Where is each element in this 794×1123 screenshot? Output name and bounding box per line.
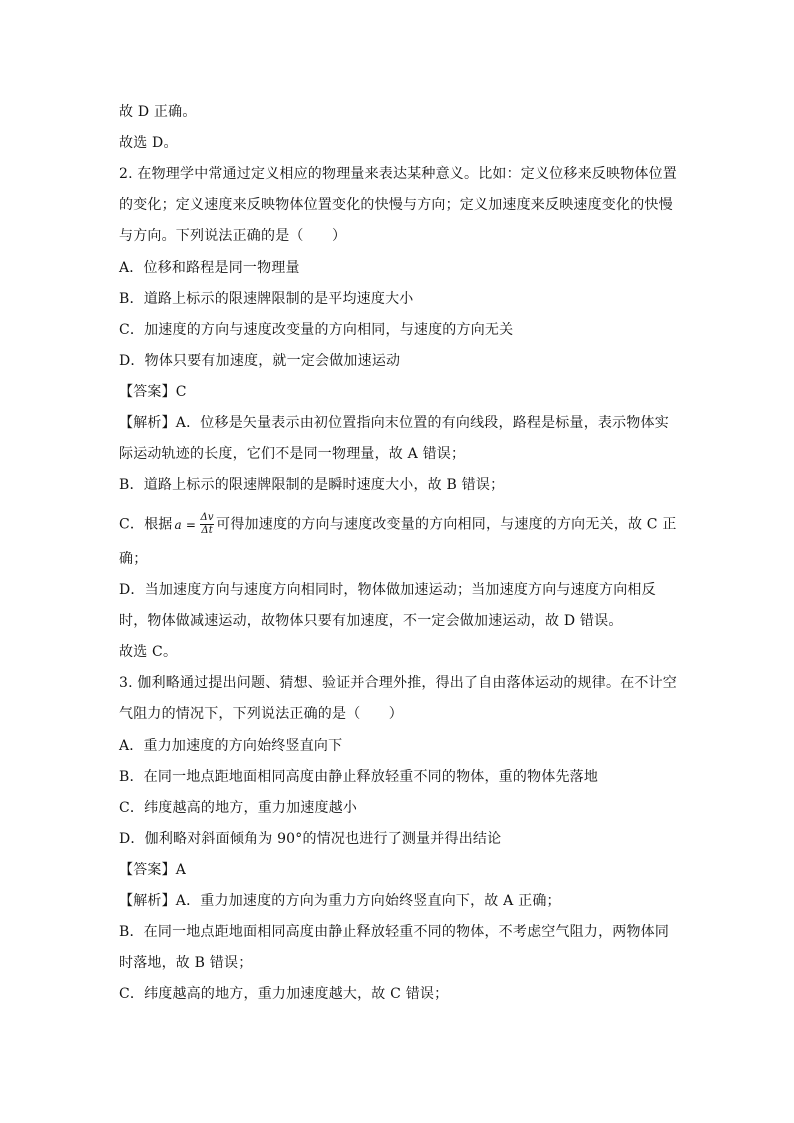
option-d: D．伽利略对斜面倾角为 90°的情况也进行了测量并得出结论 (119, 831, 502, 847)
analysis-line: 际运动轨迹的长度，它们不是同一物理量，故 A 错误； (119, 446, 466, 462)
formula-suffix: 可得加速度的方向与速度改变量的方向相同，与速度的方向无关，故 C 正 (216, 516, 677, 533)
option-a: A．位移和路程是同一物理量 (119, 260, 300, 276)
formula-lhs: a = (174, 517, 197, 532)
analysis-line: 【解析】A．位移是矢量表示由初位置指向末位置的有向线段，路程是标量，表示物体实 (119, 415, 669, 431)
formula-denominator: Δt (201, 525, 213, 536)
analysis-line: 时落地，故 B 错误； (119, 955, 253, 971)
formula-numerator: Δv (200, 512, 214, 523)
text-line: 故选 D。 (119, 135, 178, 151)
text-line: 故 D 正确。 (119, 104, 197, 120)
analysis-line: D．当加速度方向与速度方向相同时，物体做加速运动；当加速度方向与速度方向相反 (119, 582, 656, 598)
option-b: B．道路上标示的限速牌限制的是平均速度大小 (119, 291, 414, 307)
analysis-line: C．纬度越高的地方，重力加速度越大，故 C 错误； (119, 986, 449, 1002)
option-c: C．加速度的方向与速度改变量的方向相同，与速度的方向无关 (119, 322, 514, 338)
analysis-line: B．道路上标示的限速牌限制的是瞬时速度大小，故 B 错误； (119, 477, 505, 493)
option-a: A．重力加速度的方向始终竖直向下 (119, 738, 343, 754)
analysis-line: 【解析】A．重力加速度的方向为重力方向始终竖直向下，故 A 正确； (119, 893, 561, 909)
analysis-line: 时，物体做减速运动，故物体只要有加速度，不一定会做加速运动，故 D 错误。 (119, 613, 623, 629)
formula-fraction (200, 513, 214, 536)
text-line: 与方向。下列说法正确的是（ ） (119, 228, 347, 244)
option-c: C．纬度越高的地方，重力加速度越小 (119, 800, 358, 816)
text-line: 的变化；定义速度来反映物体位置变化的快慢与方向；定义加速度来反映速度变化的快慢 (119, 197, 673, 213)
answer-label: 【答案】C (119, 384, 187, 400)
text-line: 故选 C。 (119, 644, 178, 660)
answer-label: 【答案】A (119, 862, 187, 878)
text-line: 确； (119, 551, 148, 567)
option-d: D．物体只要有加速度，就一定会做加速运动 (119, 353, 401, 369)
formula-line (119, 513, 677, 536)
formula-prefix: C．根据 (119, 516, 173, 533)
option-b: B．在同一地点距地面相同高度由静止释放轻重不同的物体，重的物体先落地 (119, 769, 599, 785)
question-2-stem: 2. 在物理学中常通过定义相应的物理量来表达某种意义。比如：定义位移来反映物体位置 (119, 166, 678, 182)
text-line: 气阻力的情况下，下列说法正确的是（ ） (119, 706, 403, 722)
analysis-line: B．在同一地点距地面相同高度由静止释放轻重不同的物体，不考虑空气阻力，两物体同 (119, 924, 670, 940)
question-3-stem: 3. 伽利略通过提出问题、猜想、验证并合理外推，得出了自由落体运动的规律。在不计空 (119, 675, 678, 691)
